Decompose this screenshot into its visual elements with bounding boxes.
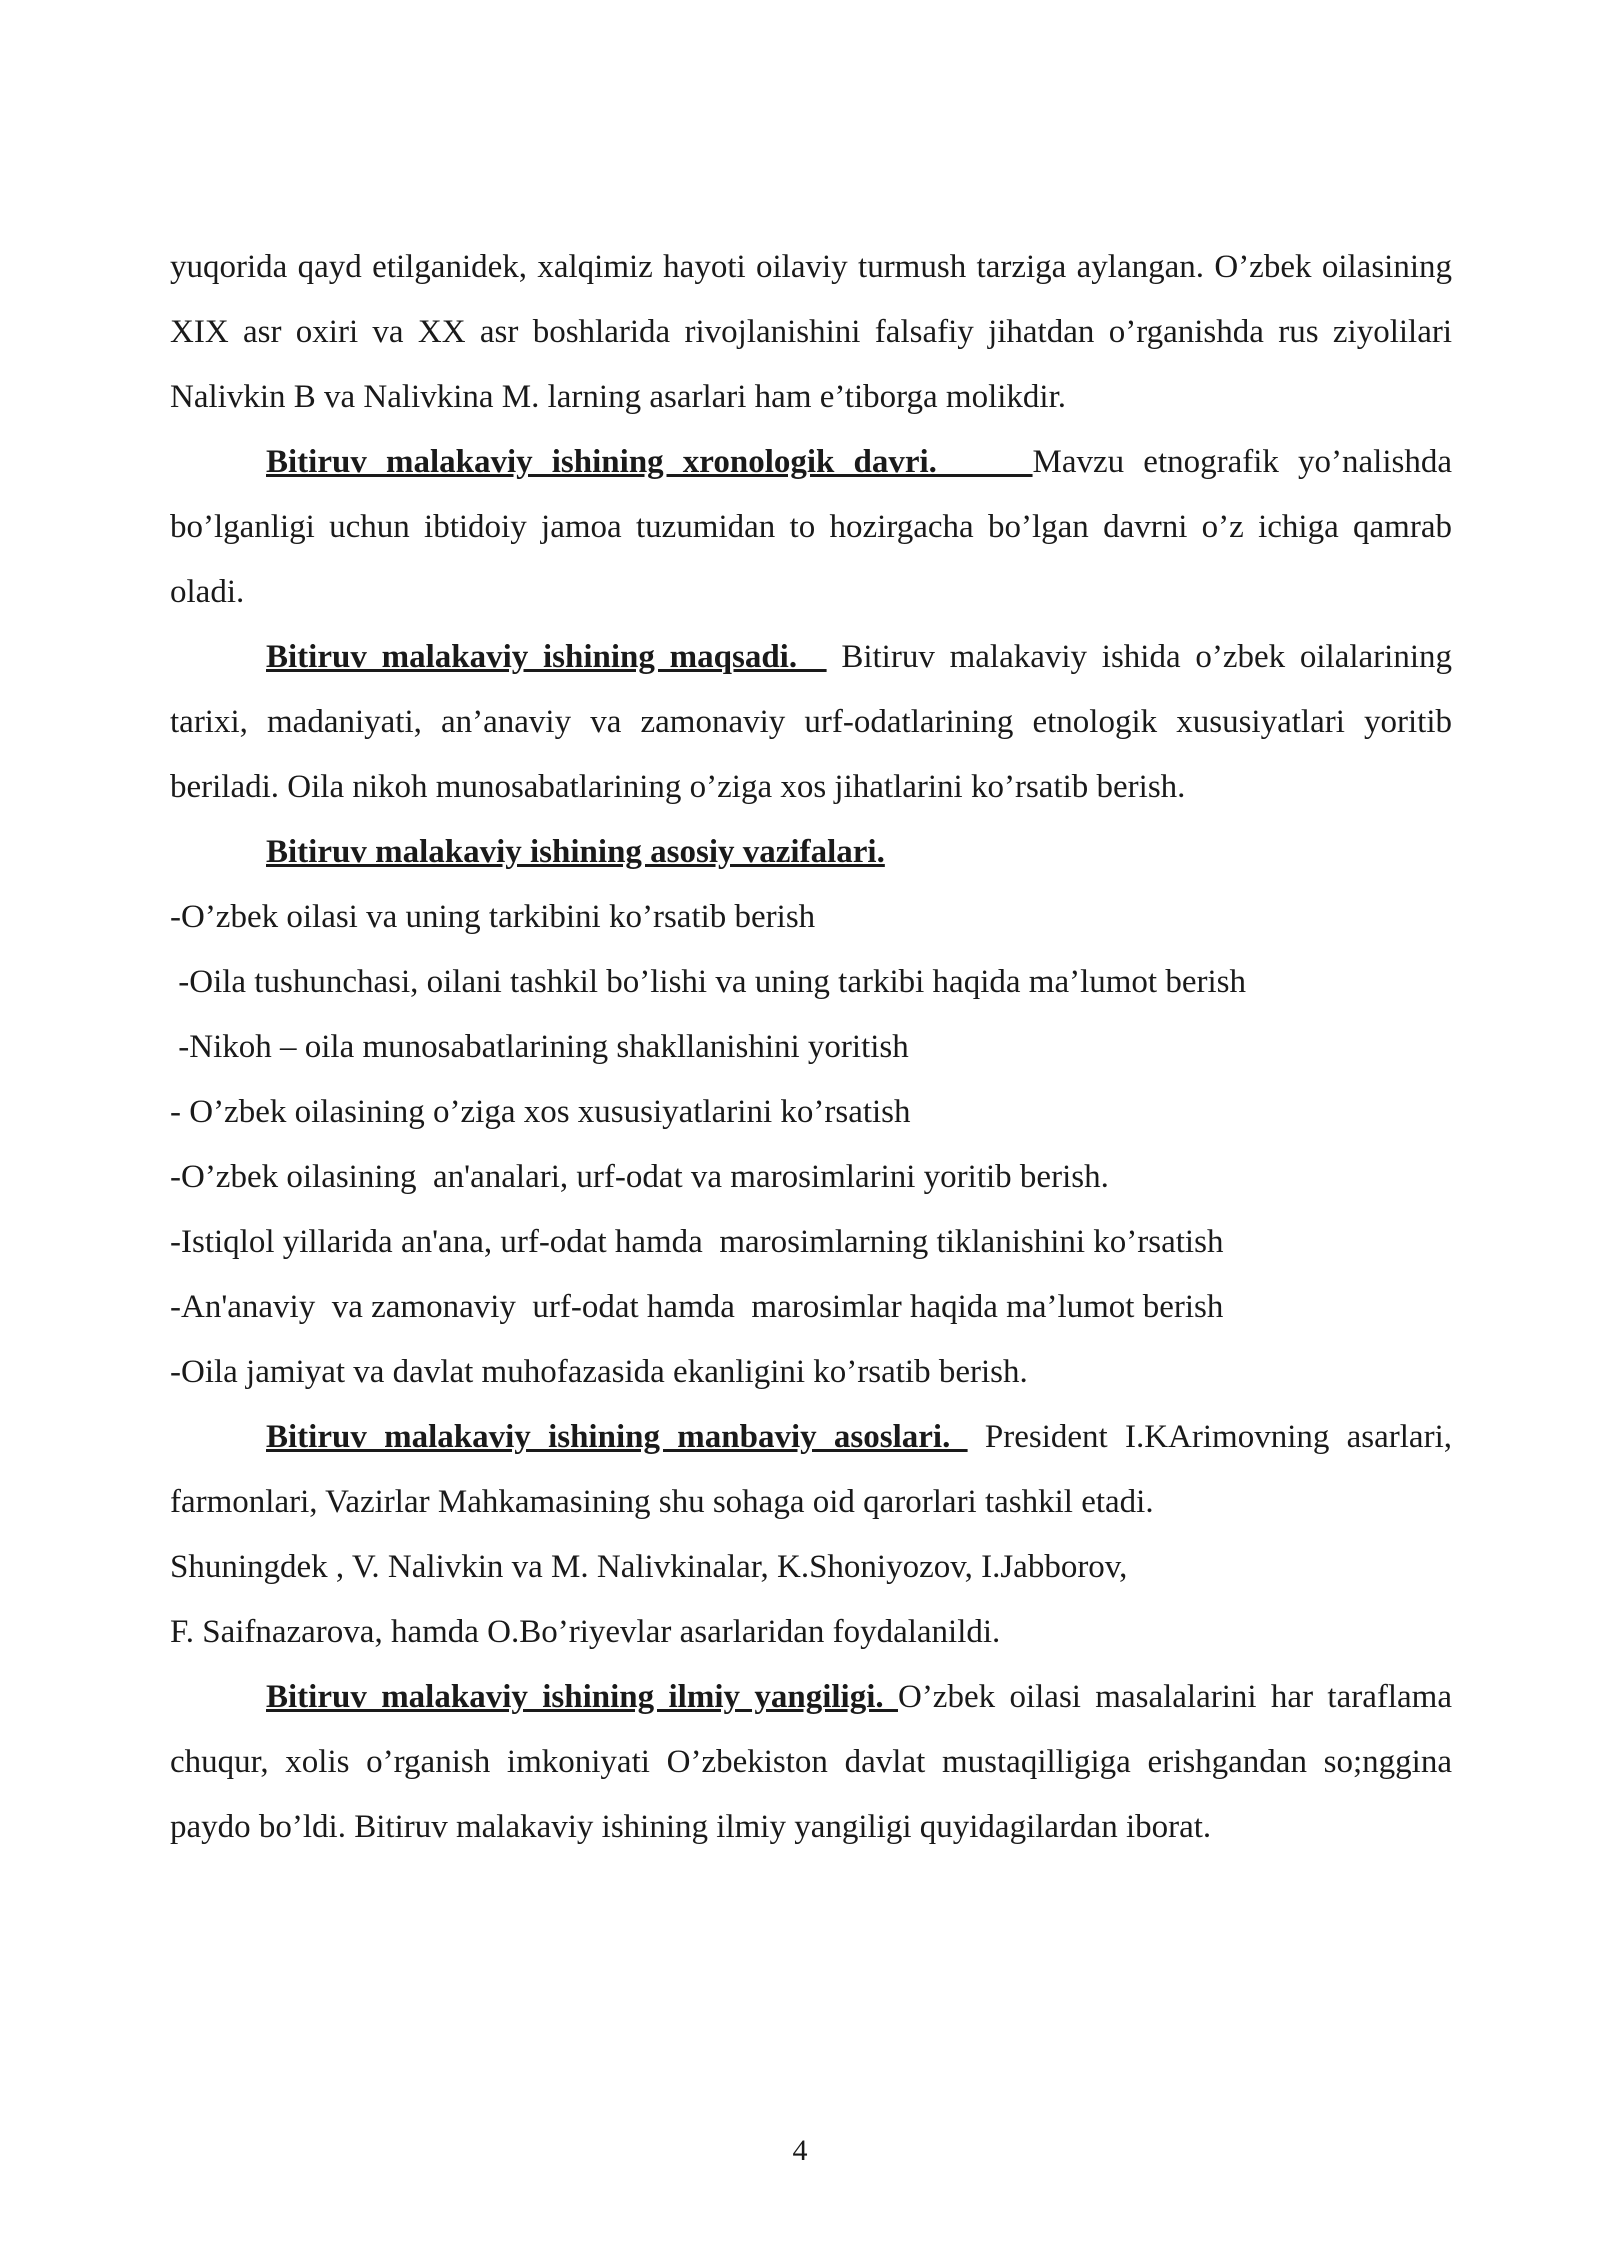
paragraph-intro (170, 235, 1452, 430)
page-number: 4 (792, 2134, 808, 2167)
sources-line: F. Saifnazarova, hamda O.Bo’riyevlar asarlaridan foydalanildi. (170, 1614, 1001, 1650)
task-item: -O’zbek oilasining an'analari, urf-odat va marosimlarini yoritib berish. (170, 1159, 1109, 1195)
paragraph-novelty (170, 1665, 1452, 1860)
paragraph-sources (170, 1405, 1452, 1535)
paragraph-text: yuqorida qayd etilganidek, xalqimiz hayoti oilaviy turmush tarziga aylangan. O’zbek oilasining XIX asr oxiri va XX asr boshlarida rivojlanishini falsafiy jihatdan o’rganishda rus ziyolilari Nalivkin B va Nalivkina M. larning asarlari ham e’tiborga molikdir. (170, 249, 1452, 415)
section-heading-novelty: Bitiruv malakaviy ishining ilmiy yangiligi. (266, 1679, 898, 1715)
section-heading-chronology: Bitiruv malakaviy ishining xronologik davri. (266, 444, 1033, 480)
sources-line: Shuningdek , V. Nalivkin va M. Nalivkinalar, K.Shoniyozov, I.Jabborov, (170, 1549, 1128, 1585)
task-item: -Oila jamiyat va davlat muhofazasida ekanligini ko’rsatib berish. (170, 1354, 1028, 1390)
task-item: -Istiqlol yillarida an'ana, urf-odat hamda marosimlarning tiklanishini ko’rsatish (170, 1224, 1224, 1260)
document-page (170, 235, 1452, 1860)
paragraph-goal (170, 625, 1452, 820)
task-item: -An'anaviy va zamonaviy urf-odat hamda marosimlar haqida ma’lumot berish (170, 1289, 1224, 1325)
paragraph-text: Mavzu etnografik yo’nalishda bo’lganligi uchun ibtidoiy jamoa tuzumidan to hozirgacha bo’lgan davrni o’z ichiga qamrab oladi. (170, 444, 1452, 610)
paragraph-text: O’zbek oilasi masalalarini har taraflama chuqur, xolis o’rganish imkoniyati O’zbekiston davlat mustaqilligiga erishgandan so;nggina paydo bo’ldi. Bitiruv malakaviy ishining ilmiy yangiligi quyidagilardan iborat. (170, 1679, 1452, 1845)
section-heading-tasks: Bitiruv malakaviy ishining asosiy vazifalari. (266, 834, 885, 870)
task-item: -O’zbek oilasi va uning tarkibini ko’rsatib berish (170, 899, 816, 935)
paragraph-chronology (170, 430, 1452, 625)
section-heading-goal: Bitiruv malakaviy ishining maqsadi. (266, 639, 827, 675)
paragraph-text: President I.KArimovning asarlari, farmonlari, Vazirlar Mahkamasining shu sohaga oid qarorlari tashkil etadi. (170, 1419, 1452, 1520)
task-item: -Nikoh – oila munosabatlarining shakllanishini yoritish (170, 1029, 909, 1065)
paragraph-tasks-heading (170, 820, 1452, 885)
section-heading-sources: Bitiruv malakaviy ishining manbaviy asoslari. (266, 1419, 968, 1455)
paragraph-text: Bitiruv malakaviy ishida o’zbek oilalarining tarixi, madaniyati, an’anaviy va zamonaviy urf-odatlarining etnologik xususiyatlari yoritib beriladi. Oila nikoh munosabatlarining o’ziga xos jihatlarini ko’rsatib berish. (170, 639, 1452, 805)
task-item: - O’zbek oilasining o’ziga xos xususiyatlarini ko’rsatish (170, 1094, 911, 1130)
task-item: -Oila tushunchasi, oilani tashkil bo’lishi va uning tarkibi haqida ma’lumot berish (170, 964, 1246, 1000)
